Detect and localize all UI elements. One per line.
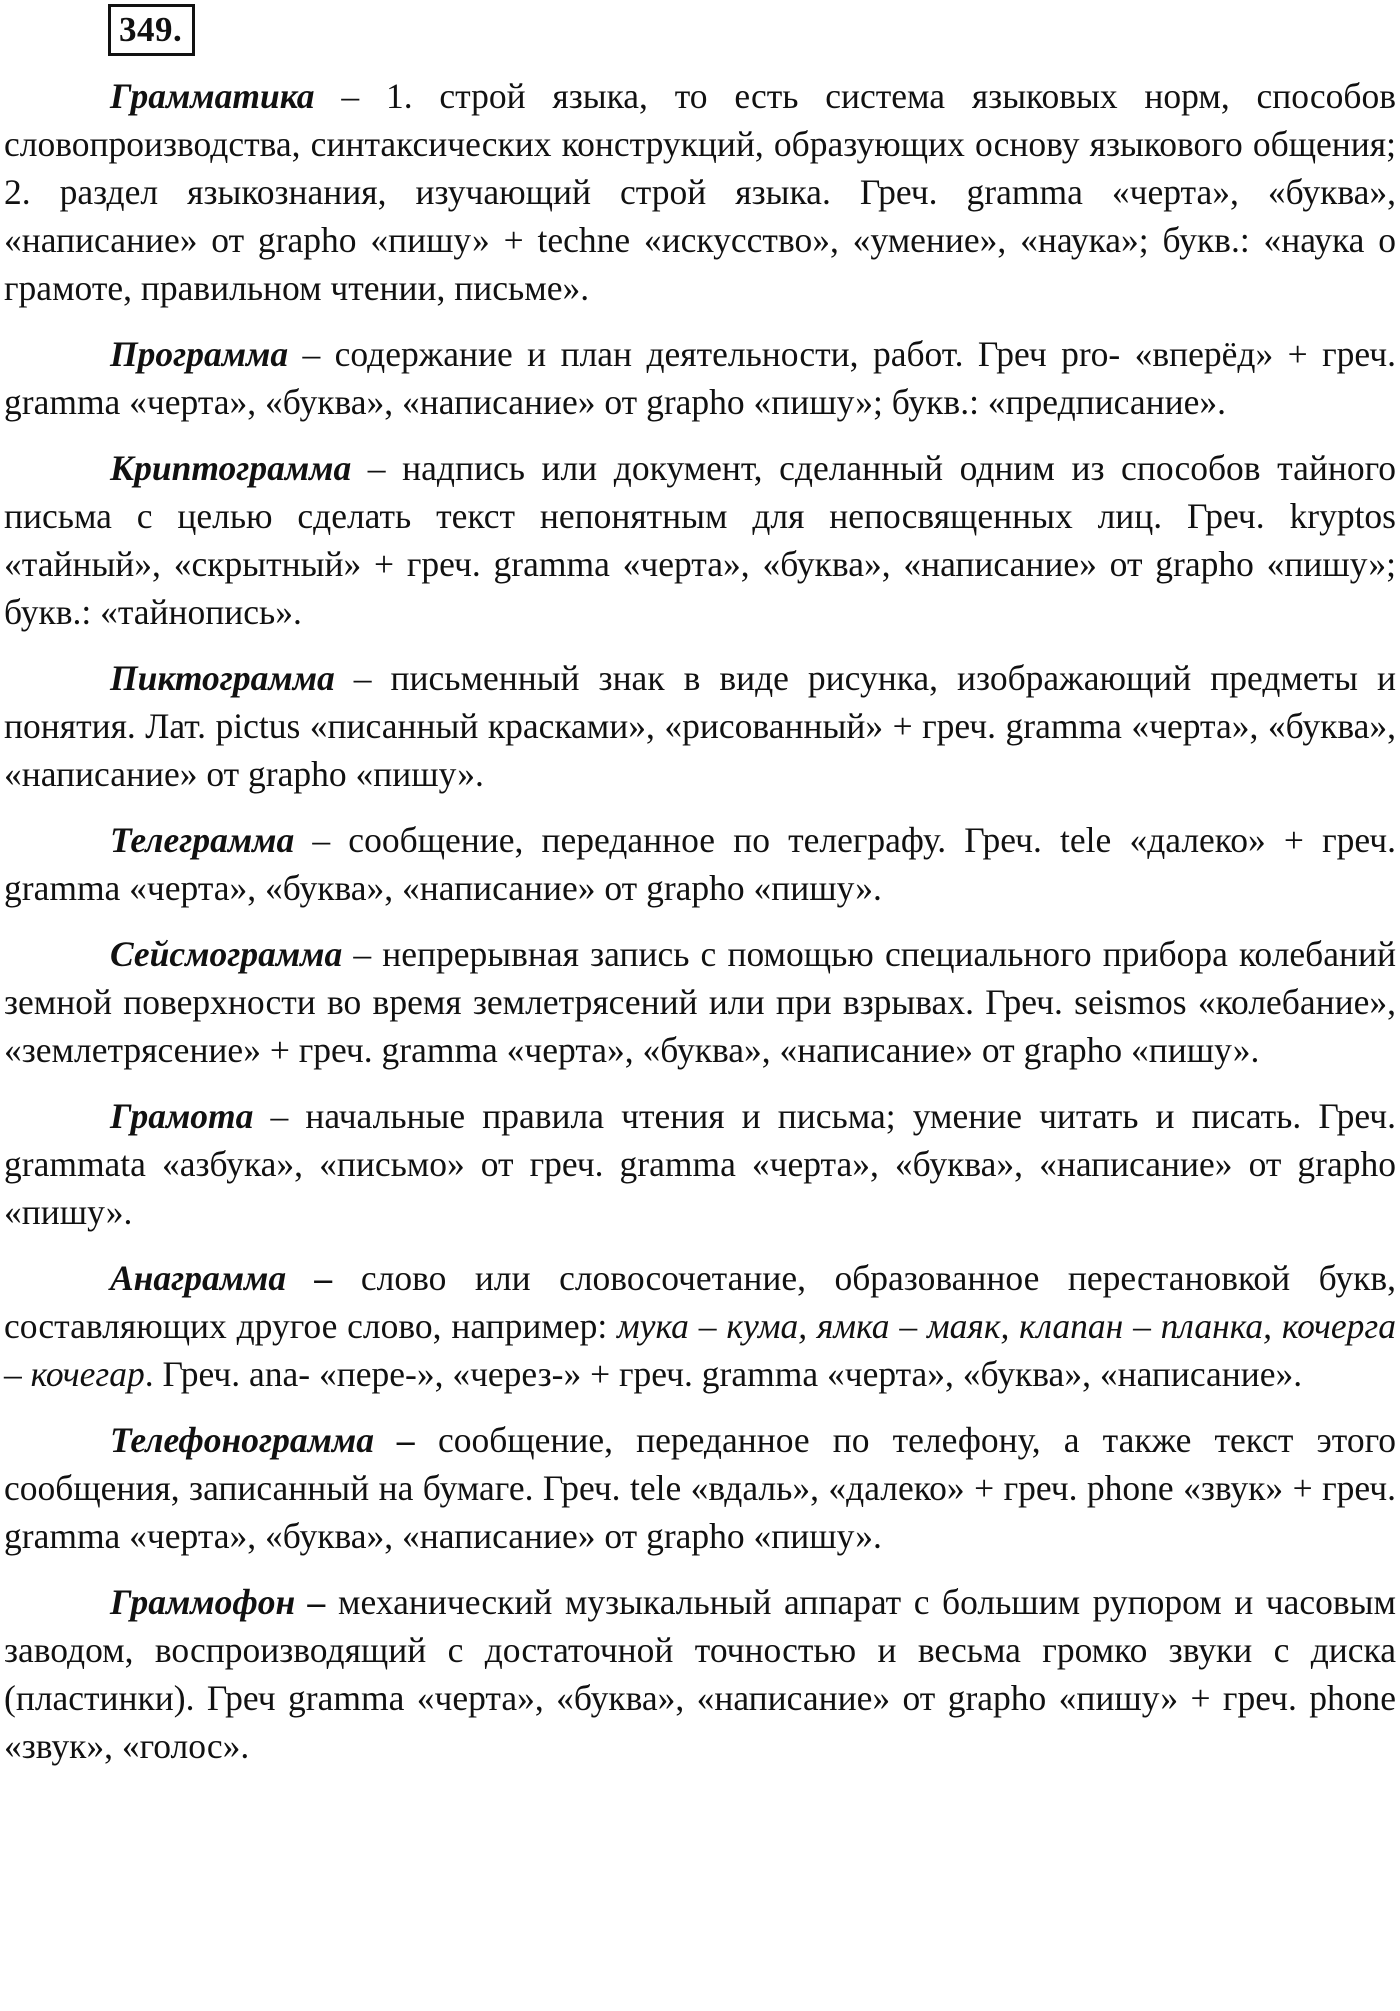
entry-term: Грамматика — [110, 76, 315, 116]
entry-gramota — [4, 1092, 1396, 1236]
entry-seismogramma — [4, 930, 1396, 1074]
entry-term: Граммофон – — [110, 1582, 326, 1622]
entry-definition: – начальные правила чтения и письма; умение читать и писать. Греч. grammata «азбука», «письмо» от греч. gramma «черта», «буква», «написание» от grapho «пишу». — [4, 1096, 1396, 1232]
entry-term: Сейсмограмма — [110, 934, 343, 974]
glossary-entries — [4, 72, 1396, 1770]
entry-term: Криптограмма — [110, 448, 352, 488]
entry-definition: – надпись или документ, сделанный одним из способов тайного письма с целью сделать текст непонятным для непосвященных лиц. Греч. kryptos «тайный», «скрытный» + греч. gramma «черта», «буква», «написание» от grapho «пишу»; букв.: «тайнопись». — [4, 448, 1396, 632]
entry-term: Программа — [110, 334, 289, 374]
entry-telegramma — [4, 816, 1396, 912]
entry-definition: – письменный знак в виде рисунка, изображающий предметы и понятия. Лат. pictus «писанный красками», «рисованный» + греч. gramma «черта», «буква», «написание» от grapho «пишу». — [4, 658, 1396, 794]
entry-term: Телефонограмма – — [110, 1420, 415, 1460]
entry-definition-tail: . Греч. ana- «пере-», «через-» + греч. gramma «черта», «буква», «написание». — [144, 1354, 1303, 1394]
entry-programma — [4, 330, 1396, 426]
exercise-number: 349. — [108, 4, 195, 56]
entry-term: Пиктограмма — [110, 658, 335, 698]
entry-examples: мука – кума, ямка – маяк, клапан – планка, кочерга – кочегар — [4, 1306, 1396, 1394]
entry-term: Грамота — [110, 1096, 254, 1136]
entry-grammatika — [4, 72, 1396, 312]
entry-grammofon — [4, 1578, 1396, 1770]
entry-piktogramma — [4, 654, 1396, 798]
entry-definition: – непрерывная запись с помощью специального прибора колебаний земной поверхности во время землетрясений или при взрывах. Греч. seismos «колебание», «землетрясение» + греч. gramma «черта», «буква», «написание» от grapho «пишу». — [4, 934, 1396, 1070]
entry-telefonogramma — [4, 1416, 1396, 1560]
entry-definition: – содержание и план деятельности, работ. Греч pro- «вперёд» + греч. gramma «черта», «буква», «написание» от grapho «пишу»; букв.: «предписание». — [4, 334, 1396, 422]
entry-definition: – сообщение, переданное по телеграфу. Греч. tele «далеко» + греч. gramma «черта», «буква», «написание» от grapho «пишу». — [4, 820, 1396, 908]
document-page — [4, 4, 1396, 1788]
entry-definition: сообщение, переданное по телефону, а также текст этого сообщения, записанный на бумаге. Греч. tele «вдаль», «далеко» + греч. phone «звук» + греч. gramma «черта», «буква», «написание» от grapho «пишу». — [4, 1420, 1396, 1556]
entry-kriptogramma — [4, 444, 1396, 636]
entry-definition: – 1. строй языка, то есть система языковых норм, способов словопроизводства, синтаксических конструкций, образующих основу языкового общения; 2. раздел языкознания, изучающий строй языка. Греч. gramma «черта», «буква», «написание» от grapho «пишу» + techne «искусство», «умение», «наука»; букв.: «наука о грамоте, правильном чтении, письме». — [4, 76, 1396, 308]
entry-anagramma — [4, 1254, 1396, 1398]
entry-term: Телеграмма — [110, 820, 295, 860]
entry-term: Анаграмма – — [110, 1258, 333, 1298]
entry-definition: слово или словосочетание, образованное перестановкой букв, составляющих другое слово, например: — [4, 1258, 1396, 1346]
entry-definition: механический музыкальный аппарат с большим рупором и часовым заводом, воспроизводящий с достаточной точностью и весьма громко звуки с диска (пластинки). Греч gramma «черта», «буква», «написание» от grapho «пишу» + греч. phone «звук», «голос». — [4, 1582, 1396, 1766]
